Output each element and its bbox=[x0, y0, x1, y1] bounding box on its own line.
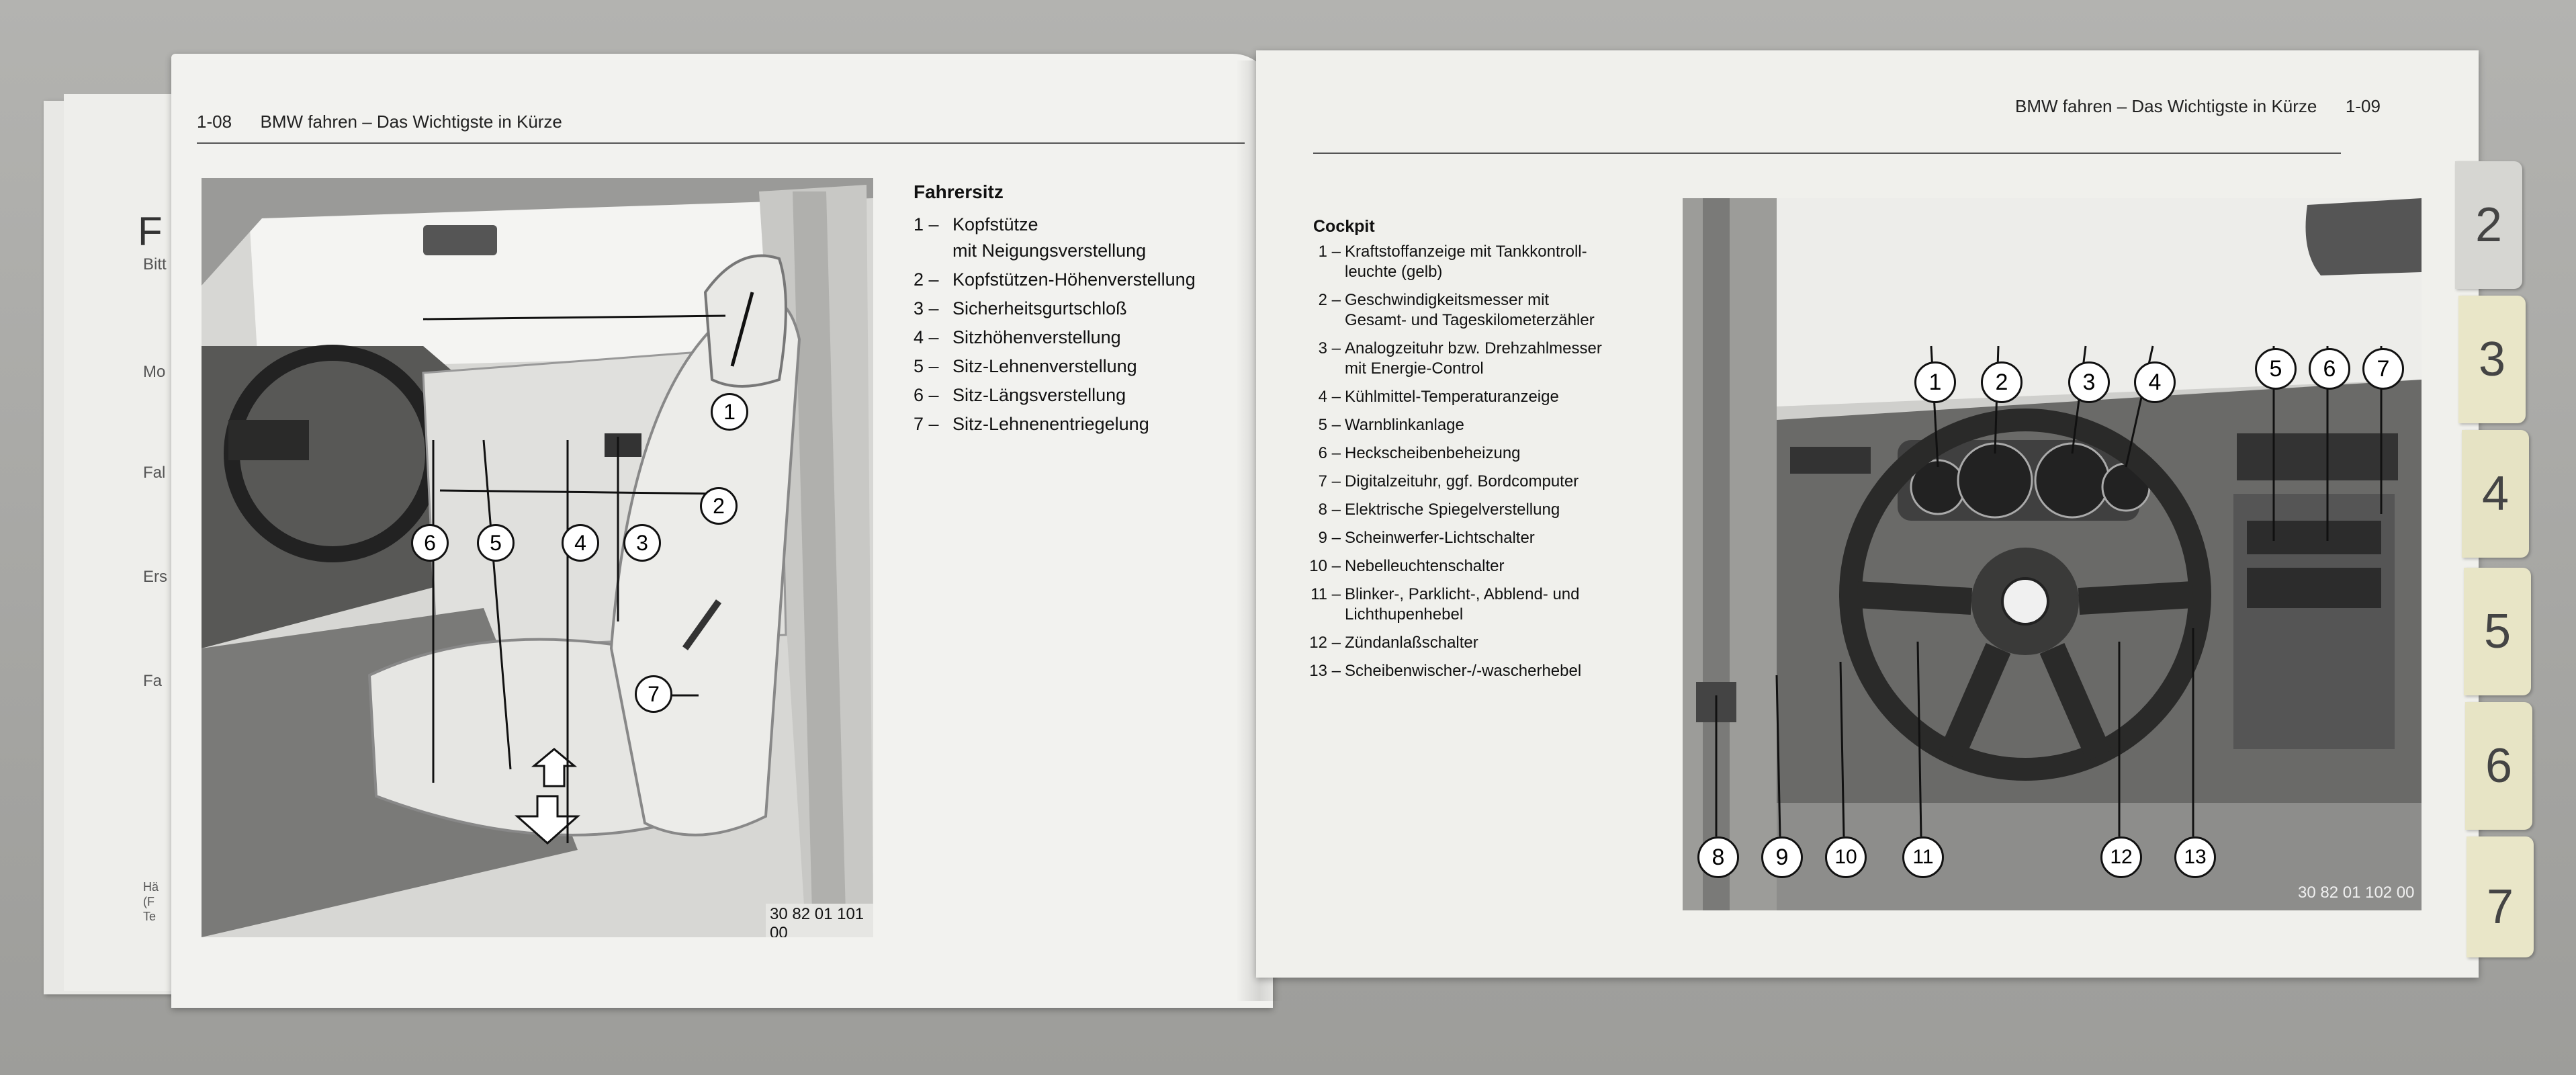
right-page bbox=[1256, 50, 2479, 978]
cockpit-callout-7: 7 bbox=[2362, 348, 2404, 390]
callout-1: 1 bbox=[711, 393, 748, 431]
cockpit-callout-9: 9 bbox=[1761, 836, 1803, 878]
callout-4: 4 bbox=[562, 524, 599, 562]
list-item: 9 – Scheinwerfer-Lichtschalter bbox=[1318, 529, 1535, 547]
cockpit-callout-2: 2 bbox=[1981, 361, 2023, 403]
left-page-header bbox=[197, 112, 562, 132]
list-item: 10 – Nebelleuchtenschalter bbox=[1309, 557, 1505, 575]
driver-seat-photo bbox=[202, 178, 873, 937]
tab-chapter-2[interactable]: 2 bbox=[2455, 161, 2522, 289]
tab-chapter-3[interactable]: 3 bbox=[2458, 296, 2526, 423]
list-item: 8 – Elektrische Spiegelverstellung bbox=[1318, 501, 1560, 519]
cockpit-callout-8: 8 bbox=[1697, 836, 1739, 878]
underlying-fragment: Fal bbox=[143, 464, 166, 482]
list-item: 2 – Geschwindigkeitsmesser mit Gesamt- und Tageskilometerzähler bbox=[1318, 291, 1595, 329]
list-item: 7 – Digitalzeituhr, ggf. Bordcomputer bbox=[1318, 472, 1579, 490]
cockpit-callout-5: 5 bbox=[2255, 348, 2297, 390]
left-section-title: Fahrersitz bbox=[914, 181, 1004, 202]
cockpit-callout-10: 10 bbox=[1825, 836, 1867, 878]
cockpit-callout-4: 4 bbox=[2134, 361, 2176, 403]
tab-chapter-7[interactable]: 7 bbox=[2467, 836, 2534, 957]
list-item: 4 – Sitzhöhenverstellung bbox=[914, 327, 1121, 347]
underlying-fragment: Hä bbox=[143, 880, 159, 894]
cockpit-callout-12: 12 bbox=[2100, 836, 2142, 878]
callout-7: 7 bbox=[635, 675, 672, 713]
right-page-header bbox=[2015, 96, 2381, 117]
right-page-number: 1-09 bbox=[2345, 96, 2381, 116]
underlying-fragment: Mo bbox=[143, 363, 166, 381]
cockpit-callout-6: 6 bbox=[2309, 348, 2350, 390]
cockpit-callout-1: 1 bbox=[1914, 361, 1956, 403]
underlying-fragment: Te bbox=[143, 910, 157, 923]
seat-parts-list bbox=[914, 212, 1263, 440]
left-header-rule bbox=[197, 142, 1245, 144]
left-photo-caption: 30 82 01 101 00 bbox=[766, 904, 873, 937]
cockpit-callout-13: 13 bbox=[2174, 836, 2216, 878]
list-item: 1 – Kopfstütze mit Neigungsverstellung bbox=[914, 214, 1147, 261]
left-page-header-title: BMW fahren – Das Wichtigste in Kürze bbox=[260, 112, 562, 132]
list-item: 3 – Analogzeituhr bzw. Drehzahlmesser mit Energie-Control bbox=[1318, 339, 1602, 378]
callout-6: 6 bbox=[411, 524, 449, 562]
callout-3: 3 bbox=[623, 524, 661, 562]
callout-5: 5 bbox=[477, 524, 515, 562]
tab-chapter-6[interactable]: 6 bbox=[2465, 702, 2532, 830]
underlying-fragment: (F bbox=[143, 895, 154, 908]
underlying-page-letter: F bbox=[138, 209, 163, 254]
list-item: 4 – Kühlmittel-Temperaturanzeige bbox=[1318, 388, 1559, 406]
cockpit-callout-3: 3 bbox=[2068, 361, 2110, 403]
right-section-title: Cockpit bbox=[1313, 217, 1375, 236]
right-photo-caption: 30 82 01 102 00 bbox=[2298, 884, 2415, 902]
list-item: 5 – Warnblinkanlage bbox=[1318, 416, 1464, 434]
tab-chapter-5[interactable]: 5 bbox=[2464, 568, 2531, 695]
tab-chapter-4[interactable]: 4 bbox=[2462, 430, 2529, 558]
list-item: 5 – Sitz-Lehnenverstellung bbox=[914, 356, 1137, 376]
list-item: 11 – Blinker-, Parklicht-, Abblend- und Lichthupenhebel bbox=[1311, 585, 1580, 624]
list-item: 6 – Heckscheibenbeheizung bbox=[1318, 444, 1521, 462]
list-item: 1 – Kraftstoffanzeige mit Tankkontroll- leuchte (gelb) bbox=[1318, 243, 1587, 281]
list-item: 12 – Zündanlaßschalter bbox=[1309, 634, 1478, 652]
cockpit-callout-11: 11 bbox=[1902, 836, 1944, 878]
callout-2: 2 bbox=[700, 487, 738, 525]
right-header-rule bbox=[1313, 153, 2341, 154]
underlying-fragment: Fa bbox=[143, 672, 163, 690]
left-page-number: 1-08 bbox=[197, 112, 232, 132]
list-item: 3 – Sicherheitsgurtschloß bbox=[914, 298, 1127, 318]
list-item: 2 – Kopfstützen-Höhenverstellung bbox=[914, 269, 1196, 290]
cockpit-parts-list bbox=[1303, 242, 1679, 689]
list-item: 13 – Scheibenwischer-/-wascherhebel bbox=[1309, 662, 1582, 680]
list-item: 6 – Sitz-Längsverstellung bbox=[914, 385, 1126, 405]
underlying-fragment: Ers bbox=[143, 568, 167, 586]
left-page bbox=[171, 54, 1273, 1008]
list-item: 7 – Sitz-Lehnenentriegelung bbox=[914, 414, 1149, 434]
cockpit-photo bbox=[1683, 198, 2422, 910]
underlying-fragment: Bitt bbox=[143, 255, 167, 273]
right-page-header-title: BMW fahren – Das Wichtigste in Kürze bbox=[2015, 96, 2317, 116]
